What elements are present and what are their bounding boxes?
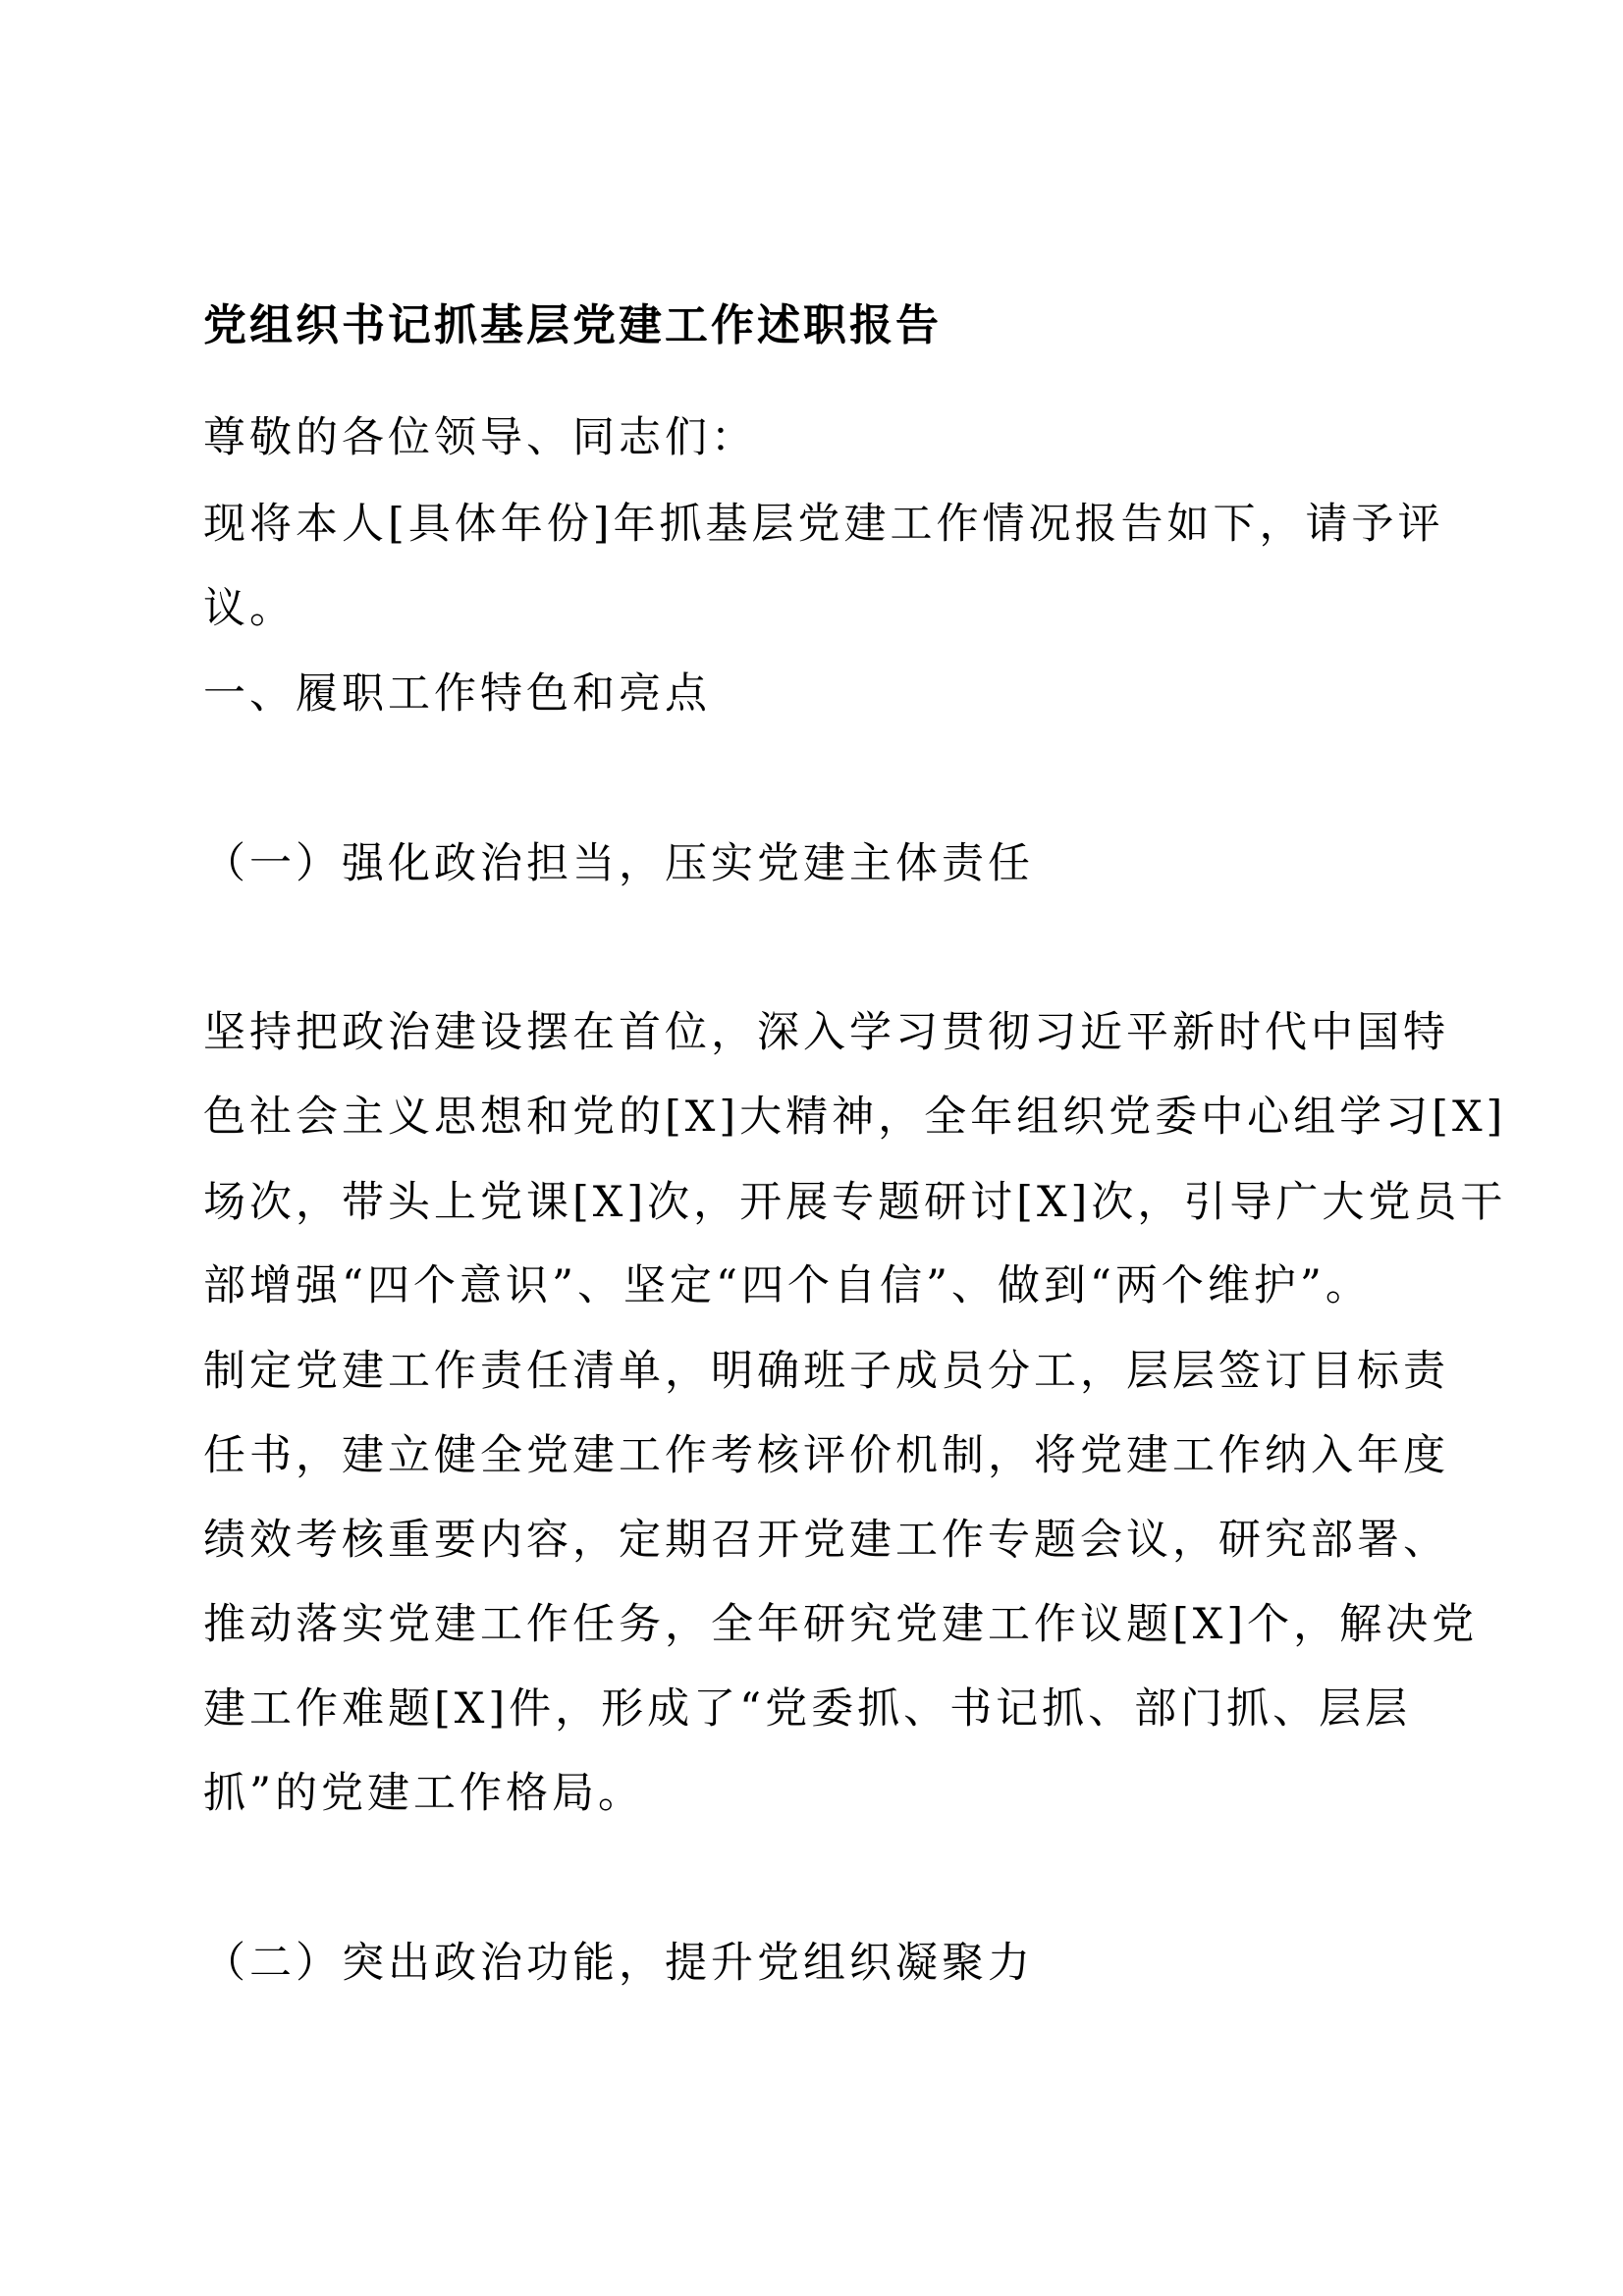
intro-line-2: 议。 [203,584,296,633]
subsection-heading-2: （二）突出政治功能，提升党组织凝聚力 [203,1939,1034,1988]
document-title: 党组织书记抓基层党建工作述职报告 [203,300,942,350]
section-heading-1: 一、履职工作特色和亮点 [203,669,711,719]
paragraph-1-line-3: 场次，带头上党课[X]次，开展专题研讨[X]次，引导广大党员干 [203,1178,1507,1227]
paragraph-1-line-5: 制定党建工作责任清单，明确班子成员分工，层层签订目标责 [203,1347,1449,1396]
paragraph-1-line-10: 抓”的党建工作格局。 [203,1769,644,1818]
paragraph-1-line-2: 色社会主义思想和党的[X]大精神，全年组织党委中心组学习[X] [203,1093,1507,1142]
paragraph-1-line-8: 推动落实党建工作任务，全年研究党建工作议题[X]个，解决党 [203,1600,1479,1649]
intro-line-1: 现将本人[具体年份]年抓基层党建工作情况报告如下，请予评 [203,500,1444,549]
paragraph-1-line-7: 绩效考核重要内容，定期召开党建工作专题会议，研究部署、 [203,1516,1449,1565]
subsection-heading-1: （一）强化政治担当，压实党建主体责任 [203,839,1034,888]
paragraph-1-line-6: 任书，建立健全党建工作考核评价机制，将党建工作纳入年度 [203,1431,1449,1480]
paragraph-1-line-1: 坚持把政治建设摆在首位，深入学习贯彻习近平新时代中国特 [203,1008,1449,1057]
salutation: 尊敬的各位领导、同志们： [203,413,757,462]
paragraph-1-line-9: 建工作难题[X]件，形成了“党委抓、书记抓、部门抓、层层 [203,1684,1412,1734]
paragraph-1-line-4: 部增强“四个意识”、坚定“四个自信”、做到“两个维护”。 [203,1261,1372,1310]
